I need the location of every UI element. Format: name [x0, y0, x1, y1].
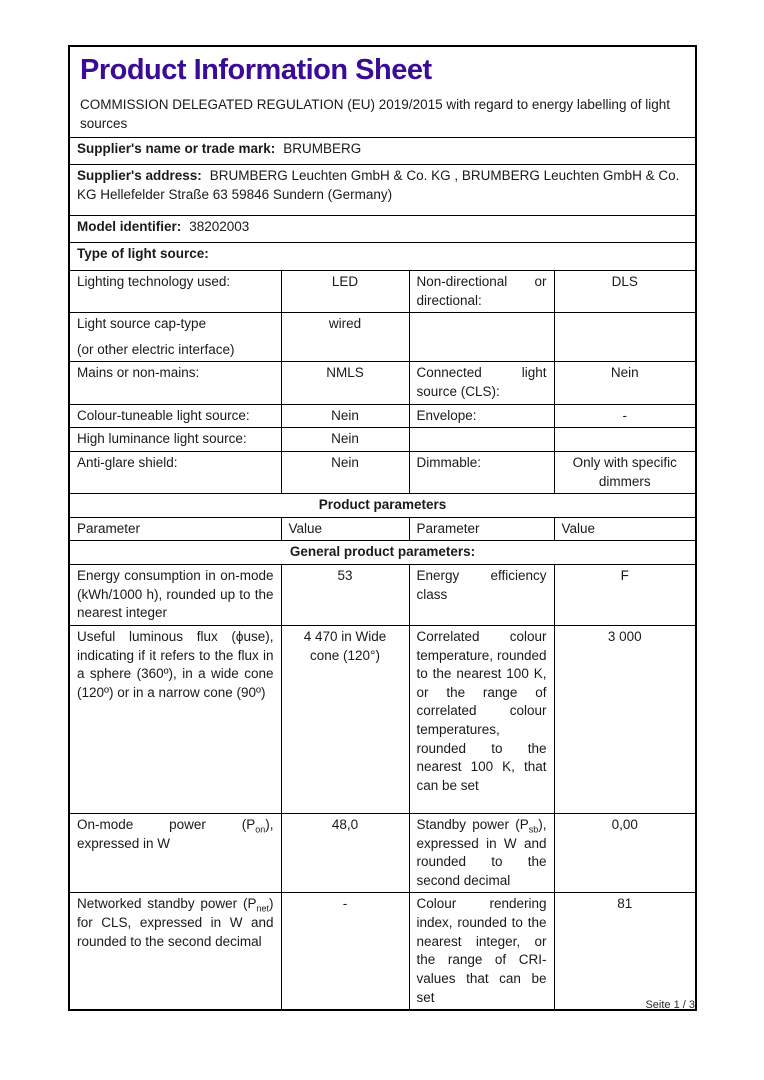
- cell-high-luminance-value: Nein: [281, 428, 409, 452]
- cell-energy-class-value: F: [554, 565, 696, 626]
- table-row: [69, 270, 696, 312]
- cell-colour-tuneable-label: Colour-tuneable light source:: [69, 404, 281, 428]
- table-row: [69, 565, 696, 626]
- cell-empty: [409, 428, 554, 452]
- cell-cri-label: Colour rendering index, rounded to the nearest integer, or the range of CRI-values that can be set: [409, 893, 554, 1010]
- column-header-value: Value: [554, 517, 696, 541]
- supplier-address-label: Supplier's address:: [77, 167, 202, 183]
- cell-networked-standby-value: -: [281, 893, 409, 1010]
- table-row: [69, 813, 696, 893]
- product-info-table: [68, 45, 697, 1011]
- cell-luminous-flux-label: Useful luminous flux (ϕuse), indicating if it refers to the flux in a sphere (360º), in a wide cone (120º) or in a narrow cone (90º): [69, 625, 281, 813]
- cell-cls-value: Nein: [554, 362, 696, 404]
- table-row: [69, 451, 696, 493]
- cell-envelope-label: Envelope:: [409, 404, 554, 428]
- cell-on-mode-power-label: On-mode power $(P_{on})$, expressed in W: [69, 813, 281, 893]
- cell-lighting-technology-value: LED: [281, 270, 409, 312]
- cell-standby-power-label: Standby power $(P_{sb})$, expressed in W and rounded to the second decimal: [409, 813, 554, 893]
- cell-empty: [409, 313, 554, 362]
- cell-cri-value: 81: [554, 893, 696, 1010]
- page-title: Product Information Sheet: [80, 54, 432, 86]
- cell-cap-type-label: Light source cap-type (or other electric interface): [69, 313, 281, 362]
- table-row: [69, 362, 696, 404]
- model-identifier-label: Model identifier:: [77, 218, 182, 234]
- supplier-name-row: [69, 137, 696, 164]
- table-row: [69, 404, 696, 428]
- table-row: [69, 625, 696, 813]
- cell-cct-value: 3 000: [554, 625, 696, 813]
- title-block: [69, 46, 696, 137]
- cell-directionality-value: DLS: [554, 270, 696, 312]
- cell-mains-label: Mains or non-mains:: [69, 362, 281, 404]
- supplier-name-value: BRUMBERG: [283, 140, 362, 156]
- cell-cap-type-value: wired: [281, 313, 409, 362]
- product-parameters-header: Product parameters: [69, 494, 696, 518]
- cell-energy-consumption-label: Energy consumption in on-mode (kWh/1000 h), rounded up to the nearest integer: [69, 565, 281, 626]
- general-product-parameters-header: General product parameters:: [69, 541, 696, 565]
- table-row: [69, 428, 696, 452]
- cell-dimmable-value: Only with specific dimmers: [554, 451, 696, 493]
- cell-high-luminance-label: High luminance light source:: [69, 428, 281, 452]
- cell-standby-power-value: 0,00: [554, 813, 696, 893]
- cell-anti-glare-label: Anti-glare shield:: [69, 451, 281, 493]
- cell-dimmable-label: Dimmable:: [409, 451, 554, 493]
- cell-colour-tuneable-value: Nein: [281, 404, 409, 428]
- column-header-parameter: Parameter: [409, 517, 554, 541]
- supplier-address-row: [69, 164, 696, 215]
- cell-mains-value: NMLS: [281, 362, 409, 404]
- cell-directionality-label: Non-directional or directional:: [409, 270, 554, 312]
- cell-cct-label: Correlated colour temperature, rounded to the nearest 100 K, or the range of correlated colour temperatures, rounded to the nearest 100 K, that can be set: [409, 625, 554, 813]
- supplier-address-value: BRUMBERG Leuchten GmbH & Co. KG , BRUMBERG Leuchten GmbH & Co. KG Hellefelder Straße 63 59846 Sundern (Germany): [77, 167, 680, 202]
- cell-energy-consumption-value: 53: [281, 565, 409, 626]
- cell-energy-class-label: Energy efficiency class: [409, 565, 554, 626]
- cell-empty: [554, 313, 696, 362]
- cell-anti-glare-value: Nein: [281, 451, 409, 493]
- page-subtitle: COMMISSION DELEGATED REGULATION (EU) 2019/2015 with regard to energy labelling of light sources: [80, 96, 670, 131]
- model-identifier-value: 38202003: [189, 218, 250, 234]
- cell-networked-standby-label: Networked standby power $(P_{net})$ for CLS, expressed in W and rounded to the second decimal: [69, 893, 281, 1010]
- table-row: [69, 893, 696, 1010]
- cell-lighting-technology-label: Lighting technology used:: [69, 270, 281, 312]
- table-row: [69, 313, 696, 362]
- cell-luminous-flux-value: 4 470 in Wide cone (120°): [281, 625, 409, 813]
- page-number: Seite 1 / 3: [645, 999, 695, 1011]
- column-header-row: [69, 517, 696, 541]
- type-of-light-source-header: Type of light source:: [69, 242, 696, 270]
- cell-envelope-value: -: [554, 404, 696, 428]
- model-identifier-row: [69, 215, 696, 242]
- cell-empty: [554, 428, 696, 452]
- cell-on-mode-power-value: 48,0: [281, 813, 409, 893]
- column-header-parameter: Parameter: [69, 517, 281, 541]
- cell-cls-label: Connected light source (CLS):: [409, 362, 554, 404]
- column-header-value: Value: [281, 517, 409, 541]
- supplier-name-label: Supplier's name or trade mark:: [77, 140, 276, 156]
